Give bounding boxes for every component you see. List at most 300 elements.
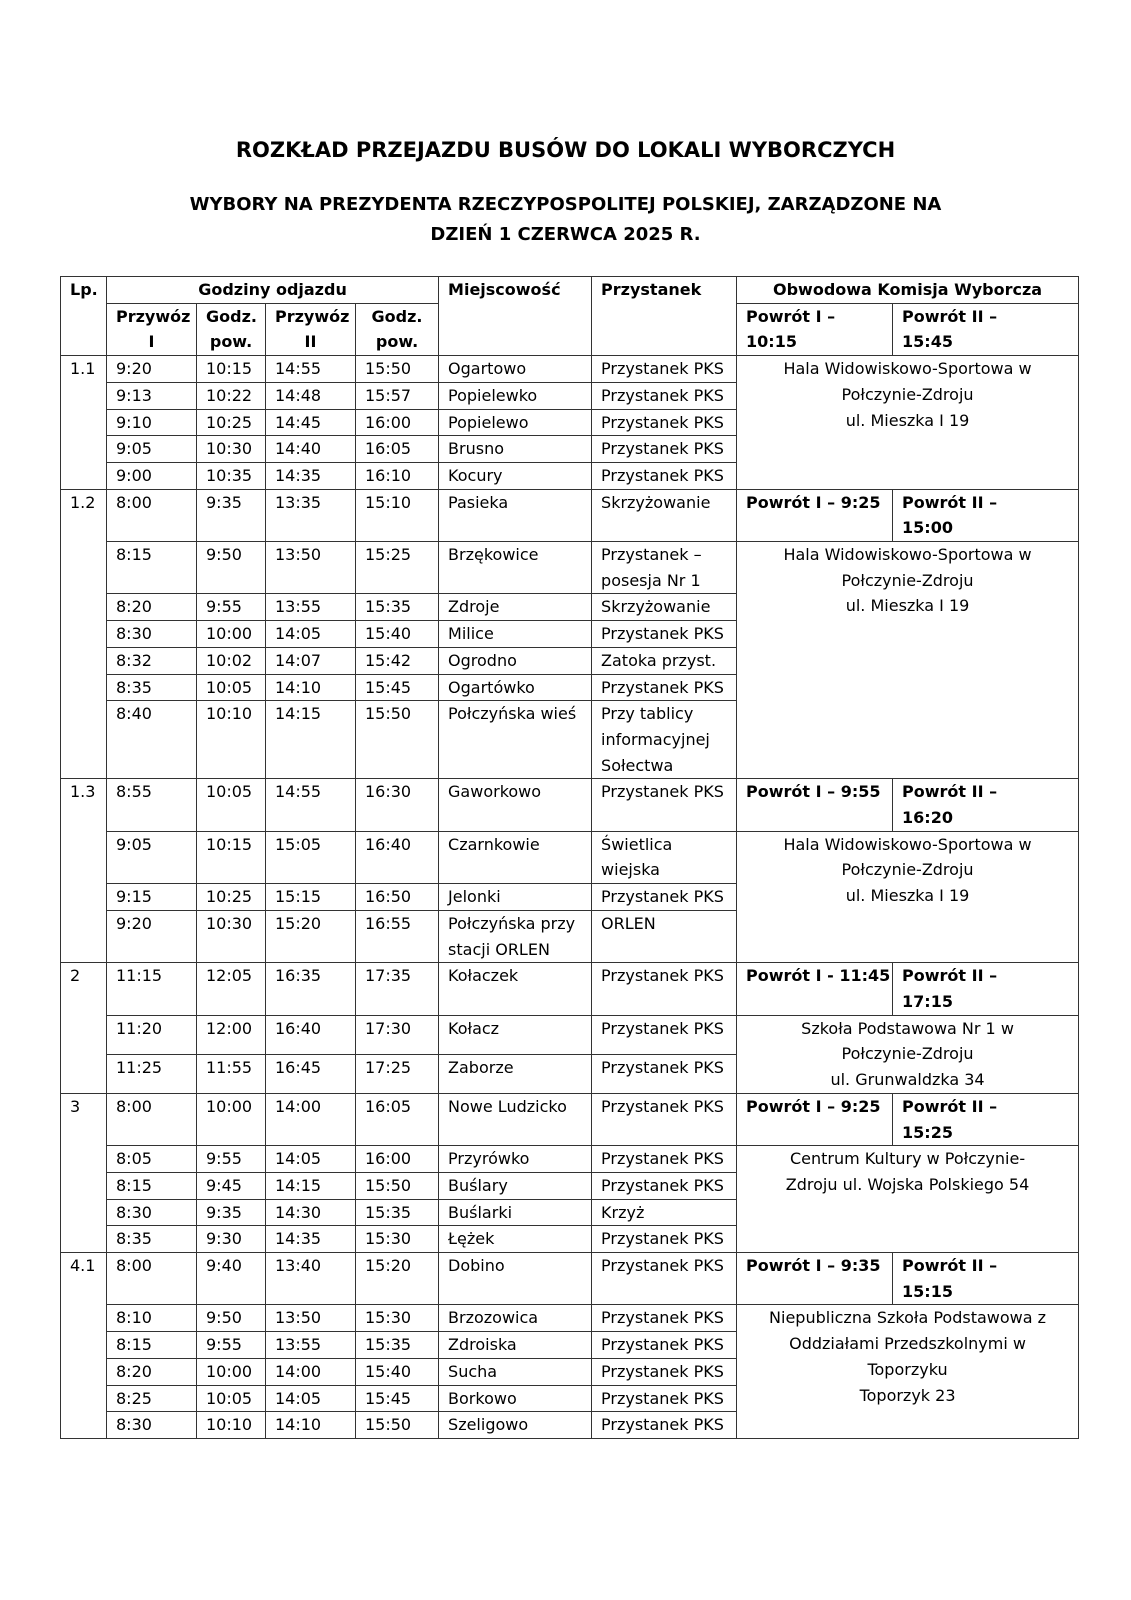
godz-pow-2-time: 16:00 <box>356 1146 439 1173</box>
przystanek-cell <box>592 1305 737 1332</box>
godz-pow-1-time: 10:35 <box>197 462 266 489</box>
table-row <box>61 1305 1079 1332</box>
przystanek-line1: Przystanek PKS <box>601 1149 724 1169</box>
miejscowosc-line1: Ogartowo <box>448 359 527 379</box>
miejscowosc-line1: Brzękowice <box>448 545 539 565</box>
przystanek-cell <box>592 356 737 383</box>
godz-pow-1-time: 10:00 <box>197 621 266 648</box>
komisja-line: ul. Grunwaldzka 34 <box>830 1070 985 1090</box>
header-przywoz-1-line2: I <box>148 332 155 352</box>
miejscowosc-cell <box>439 910 592 962</box>
miejscowosc-line1: Milice <box>448 624 494 644</box>
przywoz-2-time: 16:40 <box>266 1015 356 1054</box>
godz-pow-1-time: 10:00 <box>197 1358 266 1385</box>
przystanek-cell <box>592 963 737 1015</box>
przystanek-line1: Przystanek PKS <box>601 359 724 379</box>
komisja-address <box>737 1146 1079 1253</box>
godz-pow-2-time: 15:50 <box>356 1412 439 1439</box>
header-powrot-2 <box>893 303 1079 355</box>
przystanek-cell <box>592 1385 737 1412</box>
header-godz-1-line2: pow. <box>209 332 253 352</box>
miejscowosc-line2: stacji ORLEN <box>448 939 550 959</box>
miejscowosc-cell <box>439 356 592 383</box>
godz-pow-2-time: 16:30 <box>356 779 439 831</box>
miejscowosc-cell <box>439 647 592 674</box>
przystanek-cell <box>592 542 737 594</box>
godz-pow-2-time: 15:35 <box>356 1332 439 1359</box>
przywoz-1-time: 8:20 <box>107 1358 197 1385</box>
przystanek-line1: Przystanek PKS <box>601 1361 724 1381</box>
komisja-address <box>737 831 1079 963</box>
header-godz-1-line1: Godz. <box>206 306 257 326</box>
przywoz-1-time: 8:35 <box>107 674 197 701</box>
miejscowosc-cell <box>439 1054 592 1093</box>
przywoz-1-time: 11:15 <box>107 963 197 1015</box>
miejscowosc-cell <box>439 831 592 883</box>
godz-pow-2-time: 17:35 <box>356 963 439 1015</box>
powrot-2-cell <box>893 963 1079 1015</box>
przywoz-1-time: 9:00 <box>107 462 197 489</box>
przystanek-line1: Przystanek PKS <box>601 1415 724 1435</box>
header-miejscowosc: Miejscowość <box>439 277 592 356</box>
powrot-2-label: Powrót II – <box>902 492 998 512</box>
przystanek-cell <box>592 462 737 489</box>
przywoz-2-time: 14:40 <box>266 436 356 463</box>
przystanek-line1: Przystanek PKS <box>601 412 724 432</box>
przywoz-2-time: 16:45 <box>266 1054 356 1093</box>
przystanek-cell <box>592 436 737 463</box>
przystanek-line1: Przystanek PKS <box>601 1057 724 1077</box>
miejscowosc-line1: Szeligowo <box>448 1415 529 1435</box>
przystanek-cell <box>592 409 737 436</box>
godz-pow-1-time: 10:15 <box>197 356 266 383</box>
przystanek-cell <box>592 594 737 621</box>
komisja-address <box>737 542 1079 779</box>
przywoz-1-time: 8:30 <box>107 1412 197 1439</box>
group-number: 2 <box>61 963 107 1094</box>
przywoz-2-time: 14:05 <box>266 1146 356 1173</box>
godz-pow-2-time: 15:30 <box>356 1305 439 1332</box>
powrot-2-time: 16:20 <box>902 808 953 828</box>
miejscowosc-cell <box>439 1332 592 1359</box>
miejscowosc-line1: Kocury <box>448 465 503 485</box>
miejscowosc-cell <box>439 1093 592 1145</box>
group-number: 4.1 <box>61 1253 107 1439</box>
miejscowosc-cell <box>439 542 592 594</box>
miejscowosc-line1: Kołacz <box>448 1018 500 1038</box>
godz-pow-2-time: 15:50 <box>356 701 439 779</box>
godz-pow-2-time: 16:10 <box>356 462 439 489</box>
przywoz-1-time: 8:25 <box>107 1385 197 1412</box>
table-row <box>61 1253 1079 1305</box>
powrot-1-cell: Powrót I – 9:55 <box>737 779 893 831</box>
przystanek-cell <box>592 1054 737 1093</box>
przywoz-2-time: 14:07 <box>266 647 356 674</box>
miejscowosc-line1: Zdroiska <box>448 1335 517 1355</box>
przystanek-cell <box>592 1332 737 1359</box>
przystanek-line1: Skrzyżowanie <box>601 597 711 617</box>
przywoz-1-time: 8:20 <box>107 594 197 621</box>
przystanek-line1: Krzyż <box>601 1202 645 1222</box>
powrot-1-cell: Powrót I – 9:35 <box>737 1253 893 1305</box>
przywoz-1-time: 8:05 <box>107 1146 197 1173</box>
przystanek-line1: Przystanek PKS <box>601 465 724 485</box>
header-godziny: Godziny odjazdu <box>107 277 439 304</box>
miejscowosc-line1: Połczyńska wieś <box>448 704 577 724</box>
przywoz-1-time: 8:32 <box>107 647 197 674</box>
przywoz-1-time: 8:15 <box>107 1332 197 1359</box>
powrot-2-time: 15:15 <box>902 1281 953 1301</box>
przywoz-1-time: 8:15 <box>107 1172 197 1199</box>
miejscowosc-cell <box>439 594 592 621</box>
przystanek-cell <box>592 1172 737 1199</box>
przystanek-line1: Przystanek PKS <box>601 1229 724 1249</box>
miejscowosc-line1: Dobino <box>448 1256 505 1276</box>
miejscowosc-line1: Zaborze <box>448 1057 514 1077</box>
header-godz-2-line2: pow. <box>375 332 419 352</box>
godz-pow-1-time: 10:02 <box>197 647 266 674</box>
przystanek-line2: wiejska <box>601 860 660 880</box>
godz-pow-1-time: 9:55 <box>197 594 266 621</box>
godz-pow-1-time: 10:10 <box>197 1412 266 1439</box>
godz-pow-2-time: 16:55 <box>356 910 439 962</box>
przywoz-2-time: 14:30 <box>266 1199 356 1226</box>
przywoz-2-time: 14:05 <box>266 621 356 648</box>
powrot-2-label: Powrót II – <box>902 966 998 986</box>
miejscowosc-cell <box>439 1199 592 1226</box>
komisja-line: ul. Mieszka I 19 <box>845 410 970 430</box>
header-powrot-2-label: Powrót II – <box>902 306 998 326</box>
przystanek-line1: Przystanek PKS <box>601 1388 724 1408</box>
przystanek-line1: Zatoka przyst. <box>601 650 717 670</box>
group-number: 1.2 <box>61 489 107 779</box>
godz-pow-2-time: 17:25 <box>356 1054 439 1093</box>
przystanek-line1: Przystanek PKS <box>601 677 724 697</box>
godz-pow-2-time: 15:57 <box>356 382 439 409</box>
miejscowosc-cell <box>439 963 592 1015</box>
godz-pow-2-time: 16:05 <box>356 1093 439 1145</box>
godz-pow-1-time: 10:05 <box>197 779 266 831</box>
header-przystanek: Przystanek <box>592 277 737 356</box>
komisja-line: Zdroju ul. Wojska Polskiego 54 <box>785 1174 1030 1194</box>
miejscowosc-cell <box>439 701 592 779</box>
przywoz-2-time: 13:50 <box>266 542 356 594</box>
przystanek-line1: Przy tablicy <box>601 704 694 724</box>
miejscowosc-cell <box>439 409 592 436</box>
komisja-line: ul. Mieszka I 19 <box>845 596 970 616</box>
przywoz-1-time: 8:00 <box>107 1093 197 1145</box>
przystanek-cell <box>592 779 737 831</box>
godz-pow-2-time: 15:35 <box>356 1199 439 1226</box>
table-row <box>61 1146 1079 1173</box>
miejscowosc-line1: Pasieka <box>448 492 509 512</box>
powrot-2-cell <box>893 779 1079 831</box>
godz-pow-2-time: 15:20 <box>356 1253 439 1305</box>
table-row <box>61 963 1079 1015</box>
godz-pow-1-time: 10:25 <box>197 884 266 911</box>
przywoz-1-time: 9:20 <box>107 356 197 383</box>
przystanek-cell <box>592 701 737 779</box>
godz-pow-1-time: 9:50 <box>197 542 266 594</box>
godz-pow-1-time: 10:30 <box>197 436 266 463</box>
godz-pow-1-time: 9:45 <box>197 1172 266 1199</box>
komisja-address <box>737 356 1079 490</box>
przystanek-cell <box>592 621 737 648</box>
miejscowosc-cell <box>439 382 592 409</box>
przywoz-2-time: 15:15 <box>266 884 356 911</box>
godz-pow-1-time: 9:50 <box>197 1305 266 1332</box>
miejscowosc-cell <box>439 489 592 541</box>
miejscowosc-line1: Łężek <box>448 1229 495 1249</box>
godz-pow-2-time: 16:00 <box>356 409 439 436</box>
przywoz-2-time: 14:55 <box>266 356 356 383</box>
miejscowosc-cell <box>439 621 592 648</box>
subtitle-line-2: DZIEŃ 1 CZERWCA 2025 R. <box>430 224 701 245</box>
przystanek-cell <box>592 1253 737 1305</box>
miejscowosc-line1: Przyrówko <box>448 1149 530 1169</box>
przystanek-line1: Przystanek PKS <box>601 624 724 644</box>
przystanek-cell <box>592 647 737 674</box>
komisja-line: Połczynie-Zdroju <box>841 570 974 590</box>
przywoz-1-time: 9:10 <box>107 409 197 436</box>
miejscowosc-cell <box>439 1305 592 1332</box>
godz-pow-1-time: 10:05 <box>197 1385 266 1412</box>
table-row <box>61 356 1079 383</box>
przywoz-1-time: 8:00 <box>107 1253 197 1305</box>
przystanek-line1: Przystanek PKS <box>601 1096 724 1116</box>
komisja-line: Toporzyk 23 <box>859 1385 956 1405</box>
godz-pow-2-time: 15:50 <box>356 356 439 383</box>
przywoz-2-time: 15:20 <box>266 910 356 962</box>
header-przywoz-2 <box>266 303 356 355</box>
powrot-2-cell <box>893 489 1079 541</box>
przystanek-line1: Przystanek PKS <box>601 1335 724 1355</box>
godz-pow-2-time: 15:35 <box>356 594 439 621</box>
table-row <box>61 779 1079 831</box>
header-row-1 <box>61 277 1079 304</box>
przywoz-2-time: 15:05 <box>266 831 356 883</box>
godz-pow-2-time: 17:30 <box>356 1015 439 1054</box>
group-number: 3 <box>61 1093 107 1252</box>
godz-pow-1-time: 9:40 <box>197 1253 266 1305</box>
komisja-line: Oddziałami Przedszkolnymi w <box>789 1334 1026 1354</box>
miejscowosc-line1: Ogrodno <box>448 650 517 670</box>
przystanek-line1: ORLEN <box>601 913 656 933</box>
table-row <box>61 1015 1079 1054</box>
komisja-line: Hala Widowiskowo-Sportowa w <box>783 359 1032 379</box>
godz-pow-1-time: 10:05 <box>197 674 266 701</box>
przystanek-cell <box>592 382 737 409</box>
przystanek-cell <box>592 1358 737 1385</box>
przystanek-cell <box>592 1412 737 1439</box>
komisja-line: Toporzyku <box>867 1359 948 1379</box>
przywoz-1-time: 11:25 <box>107 1054 197 1093</box>
godz-pow-2-time: 15:45 <box>356 1385 439 1412</box>
table-row <box>61 831 1079 883</box>
godz-pow-2-time: 15:25 <box>356 542 439 594</box>
przywoz-2-time: 14:35 <box>266 1226 356 1253</box>
przystanek-line1: Przystanek PKS <box>601 1256 724 1276</box>
table-row <box>61 489 1079 541</box>
przywoz-1-time: 8:35 <box>107 1226 197 1253</box>
miejscowosc-cell <box>439 1253 592 1305</box>
godz-pow-1-time: 12:05 <box>197 963 266 1015</box>
przystanek-line2: informacyjnej <box>601 729 710 749</box>
miejscowosc-cell <box>439 1015 592 1054</box>
przywoz-1-time: 11:20 <box>107 1015 197 1054</box>
powrot-2-label: Powrót II – <box>902 782 998 802</box>
godz-pow-2-time: 15:45 <box>356 674 439 701</box>
przywoz-2-time: 14:55 <box>266 779 356 831</box>
przystanek-line1: Przystanek PKS <box>601 966 724 986</box>
godz-pow-1-time: 9:35 <box>197 489 266 541</box>
przystanek-line1: Świetlica <box>601 834 673 854</box>
przywoz-2-time: 14:48 <box>266 382 356 409</box>
godz-pow-1-time: 9:35 <box>197 1199 266 1226</box>
godz-pow-2-time: 15:30 <box>356 1226 439 1253</box>
komisja-address <box>737 1305 1079 1439</box>
miejscowosc-cell <box>439 884 592 911</box>
header-godz-2-line1: Godz. <box>371 306 423 326</box>
miejscowosc-cell <box>439 1412 592 1439</box>
miejscowosc-cell <box>439 1385 592 1412</box>
header-lp: Lp. <box>61 277 107 356</box>
przystanek-line1: Przystanek PKS <box>601 1308 724 1328</box>
komisja-line: Hala Widowiskowo-Sportowa w <box>783 545 1032 565</box>
przystanek-line1: Przystanek PKS <box>601 782 724 802</box>
godz-pow-2-time: 16:40 <box>356 831 439 883</box>
godz-pow-2-time: 15:50 <box>356 1172 439 1199</box>
przywoz-1-time: 8:15 <box>107 542 197 594</box>
miejscowosc-cell <box>439 462 592 489</box>
miejscowosc-line1: Popielewo <box>448 412 529 432</box>
powrot-1-cell: Powrót I – 9:25 <box>737 1093 893 1145</box>
przywoz-2-time: 14:10 <box>266 1412 356 1439</box>
miejscowosc-line1: Gaworkowo <box>448 782 542 802</box>
przywoz-1-time: 8:40 <box>107 701 197 779</box>
godz-pow-1-time: 9:55 <box>197 1332 266 1359</box>
godz-pow-1-time: 10:30 <box>197 910 266 962</box>
komisja-line: Połczynie-Zdroju <box>841 860 974 880</box>
przywoz-2-time: 14:35 <box>266 462 356 489</box>
komisja-line: ul. Mieszka I 19 <box>845 886 970 906</box>
miejscowosc-line1: Borkowo <box>448 1388 517 1408</box>
miejscowosc-line1: Brusno <box>448 439 504 459</box>
miejscowosc-cell <box>439 779 592 831</box>
miejscowosc-cell <box>439 1146 592 1173</box>
godz-pow-2-time: 15:40 <box>356 1358 439 1385</box>
przywoz-1-time: 8:30 <box>107 1199 197 1226</box>
header-powrot-1-label: Powrót I – <box>746 306 836 326</box>
schedule-table <box>60 276 1079 1439</box>
przystanek-line2: posesja Nr 1 <box>601 570 701 590</box>
group-number: 1.1 <box>61 356 107 490</box>
komisja-line: Szkoła Podstawowa Nr 1 w <box>801 1018 1014 1038</box>
powrot-2-label: Powrót II – <box>902 1096 998 1116</box>
przystanek-cell <box>592 831 737 883</box>
komisja-line: Hala Widowiskowo-Sportowa w <box>783 834 1032 854</box>
godz-pow-1-time: 10:25 <box>197 409 266 436</box>
table-row <box>61 542 1079 594</box>
przywoz-2-time: 14:05 <box>266 1385 356 1412</box>
powrot-2-time: 15:25 <box>902 1122 953 1142</box>
przystanek-cell <box>592 1226 737 1253</box>
przywoz-2-time: 14:00 <box>266 1093 356 1145</box>
miejscowosc-line1: Buślary <box>448 1175 508 1195</box>
przystanek-cell <box>592 1199 737 1226</box>
przywoz-1-time: 8:10 <box>107 1305 197 1332</box>
powrot-2-time: 17:15 <box>902 991 953 1011</box>
powrot-2-label: Powrót II – <box>902 1256 998 1276</box>
miejscowosc-line1: Czarnkowie <box>448 834 540 854</box>
miejscowosc-cell <box>439 1226 592 1253</box>
przystanek-cell <box>592 1015 737 1054</box>
header-przywoz-1 <box>107 303 197 355</box>
przywoz-1-time: 9:05 <box>107 436 197 463</box>
komisja-line: Centrum Kultury w Połczynie- <box>789 1149 1026 1169</box>
przystanek-cell <box>592 1146 737 1173</box>
document-subtitle <box>130 190 1001 250</box>
miejscowosc-line1: Ogartówko <box>448 677 535 697</box>
przywoz-1-time: 8:00 <box>107 489 197 541</box>
header-przywoz-2-line2: II <box>304 332 317 352</box>
miejscowosc-cell <box>439 674 592 701</box>
powrot-1-cell: Powrót I - 11:45 <box>737 963 893 1015</box>
przystanek-line1: Przystanek PKS <box>601 439 724 459</box>
przystanek-cell <box>592 884 737 911</box>
przywoz-2-time: 14:10 <box>266 674 356 701</box>
komisja-address <box>737 1015 1079 1093</box>
komisja-line: Niepubliczna Szkoła Podstawowa z <box>769 1308 1047 1328</box>
miejscowosc-line1: Zdroje <box>448 597 500 617</box>
miejscowosc-cell <box>439 1172 592 1199</box>
header-przywoz-1-line1: Przywóz <box>116 306 191 326</box>
godz-pow-2-time: 16:50 <box>356 884 439 911</box>
miejscowosc-line1: Nowe Ludzicko <box>448 1096 567 1116</box>
przystanek-cell <box>592 674 737 701</box>
group-number: 1.3 <box>61 779 107 963</box>
przywoz-1-time: 9:20 <box>107 910 197 962</box>
godz-pow-2-time: 16:05 <box>356 436 439 463</box>
header-godz-pow-2 <box>356 303 439 355</box>
przystanek-line1: Przystanek PKS <box>601 887 724 907</box>
przywoz-2-time: 14:15 <box>266 701 356 779</box>
komisja-line: Połczynie-Zdroju <box>841 384 974 404</box>
godz-pow-2-time: 15:40 <box>356 621 439 648</box>
przystanek-line3: Sołectwa <box>601 755 674 775</box>
komisja-line: Połczynie-Zdroju <box>841 1044 974 1064</box>
godz-pow-1-time: 10:10 <box>197 701 266 779</box>
miejscowosc-line1: Sucha <box>448 1361 498 1381</box>
przystanek-line1: Skrzyżowanie <box>601 492 711 512</box>
powrot-2-cell <box>893 1253 1079 1305</box>
przystanek-line1: Przystanek PKS <box>601 1018 724 1038</box>
przywoz-2-time: 13:35 <box>266 489 356 541</box>
przywoz-2-time: 14:45 <box>266 409 356 436</box>
przywoz-2-time: 13:40 <box>266 1253 356 1305</box>
przywoz-2-time: 13:50 <box>266 1305 356 1332</box>
table-row <box>61 1093 1079 1145</box>
miejscowosc-line1: Brzozowica <box>448 1308 539 1328</box>
przywoz-2-time: 13:55 <box>266 594 356 621</box>
godz-pow-1-time: 10:22 <box>197 382 266 409</box>
miejscowosc-line1: Jelonki <box>448 887 501 907</box>
miejscowosc-line1: Kołaczek <box>448 966 519 986</box>
godz-pow-2-time: 15:42 <box>356 647 439 674</box>
powrot-2-time: 15:00 <box>902 518 953 538</box>
powrot-2-cell <box>893 1093 1079 1145</box>
przystanek-cell <box>592 910 737 962</box>
